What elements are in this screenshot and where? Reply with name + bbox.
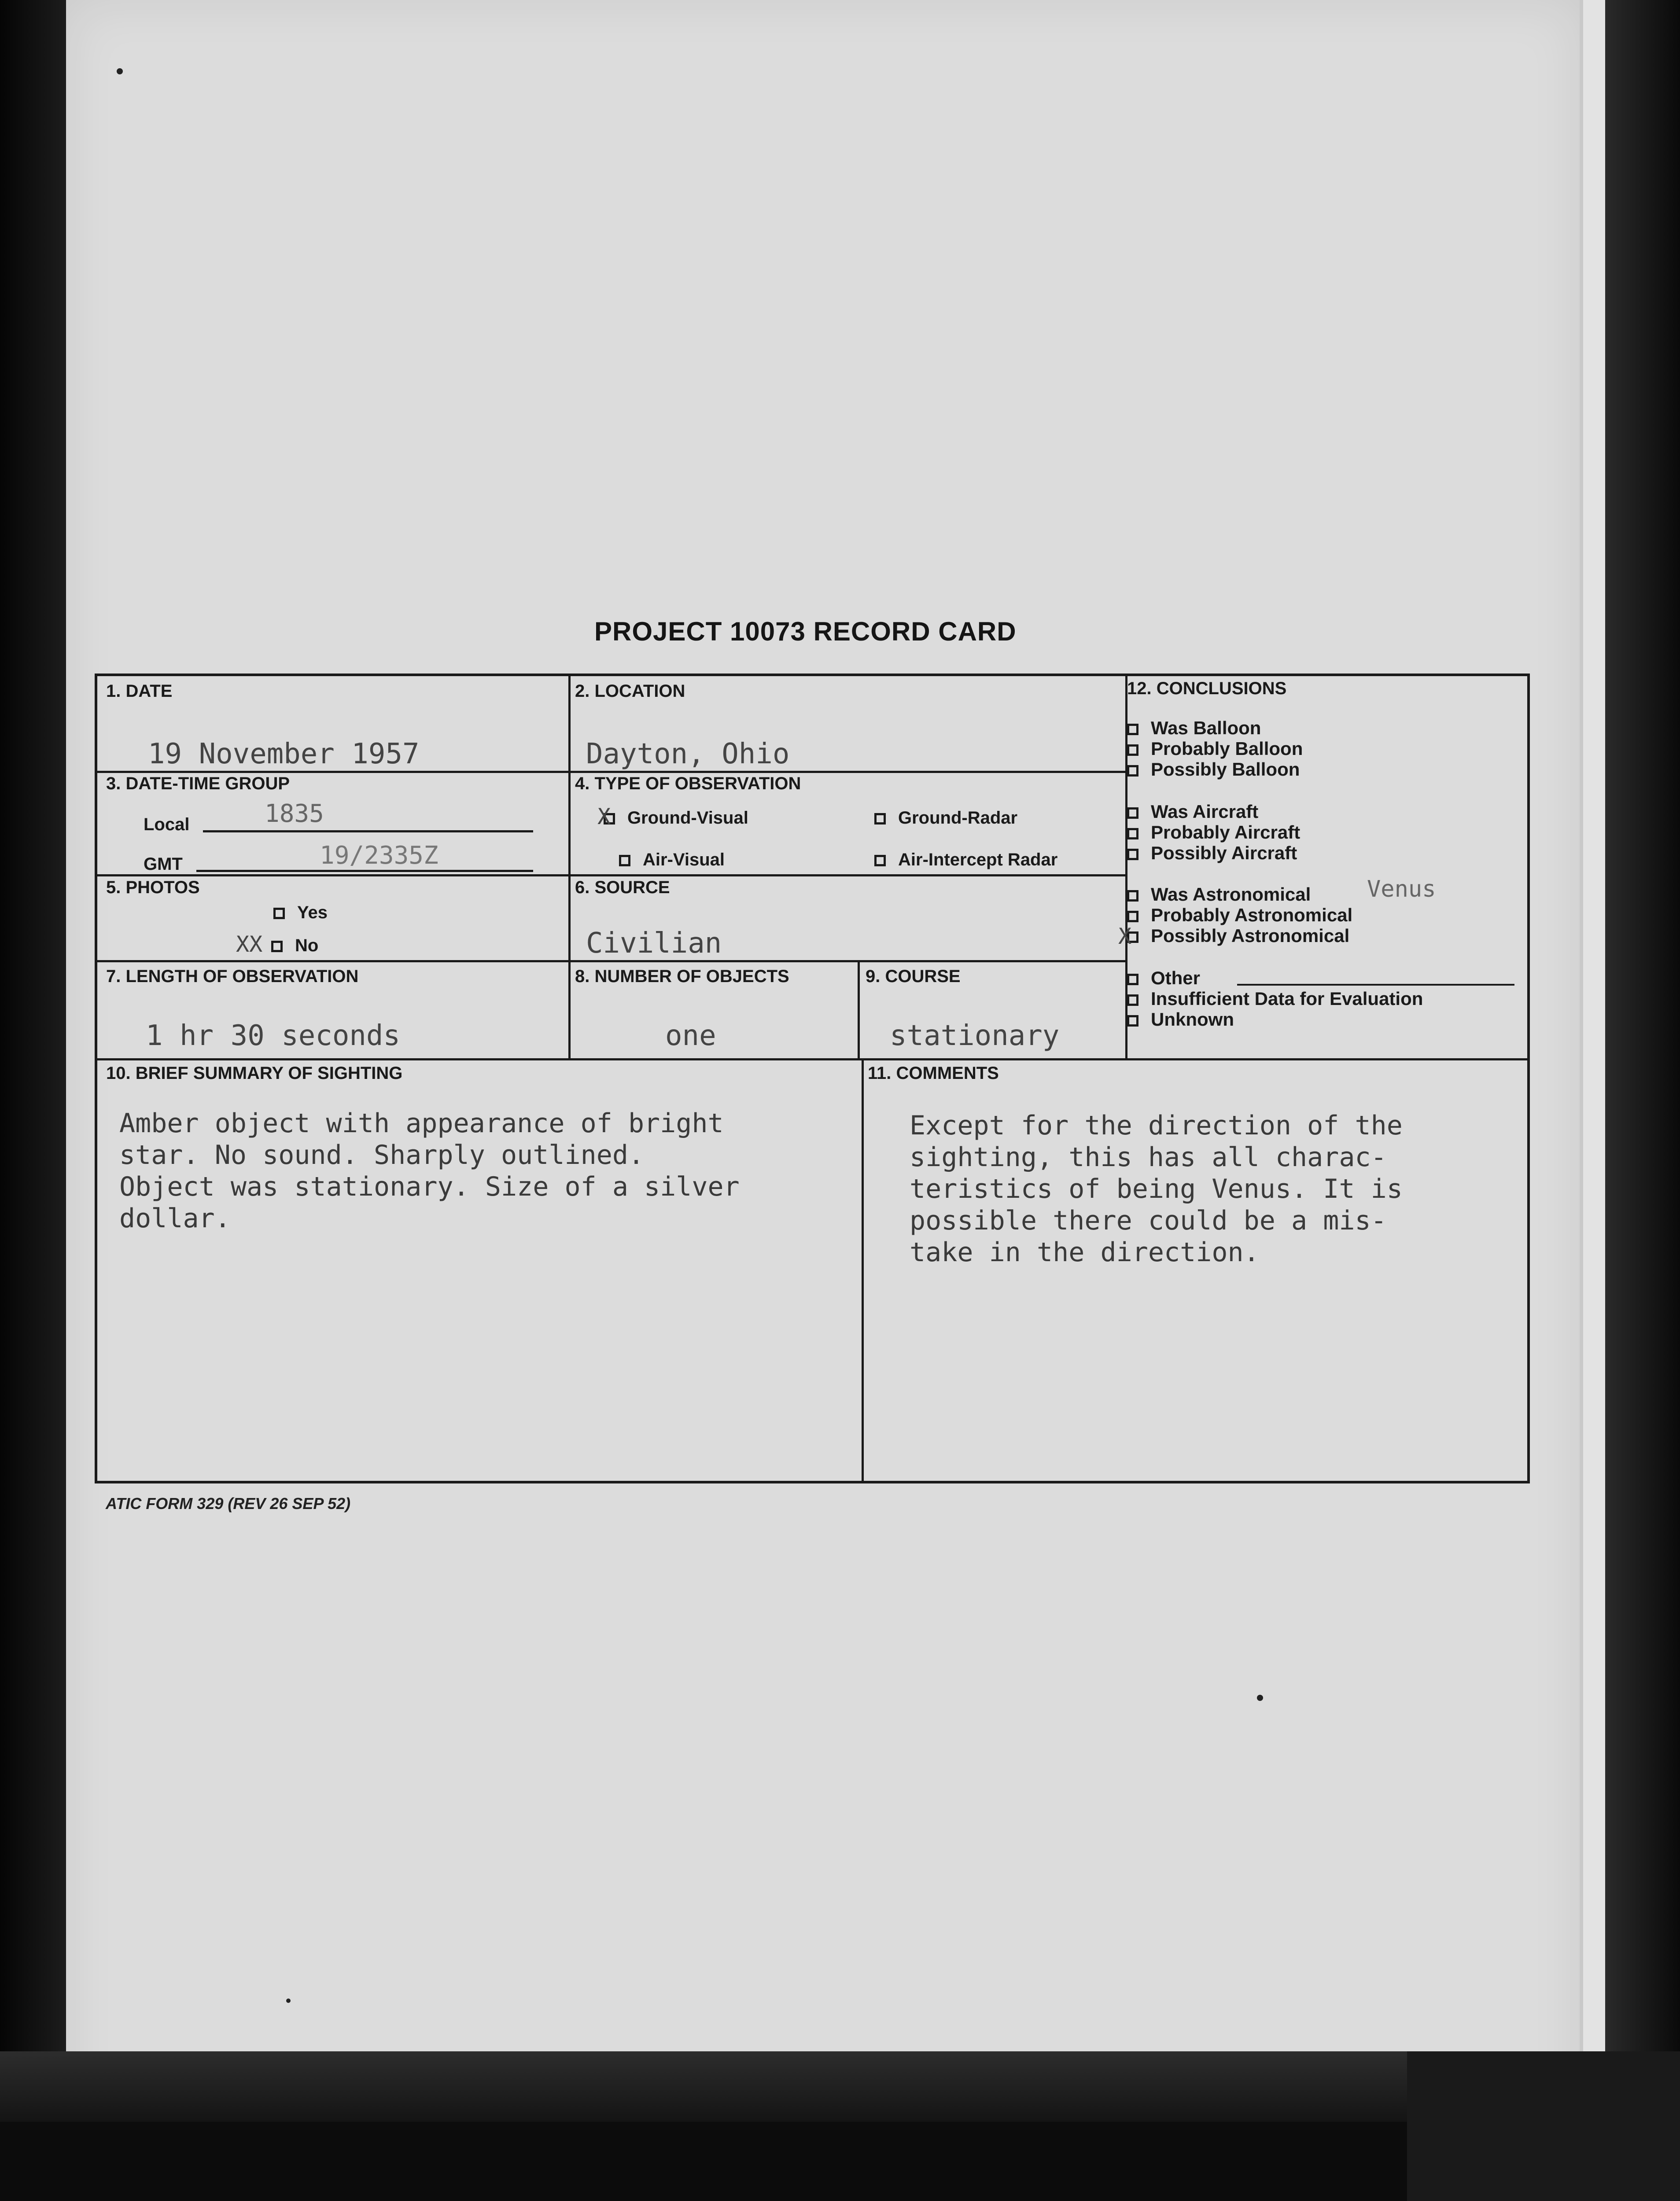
conclusion-item: Other: [1127, 968, 1200, 989]
type-of-observation-label: 4. TYPE OF OBSERVATION: [575, 774, 801, 793]
handwritten-venus: Venus: [1367, 876, 1436, 902]
checkbox-photos-no: [271, 941, 283, 952]
course-label: 9. COURSE: [866, 967, 961, 986]
checkbox: [1127, 828, 1138, 839]
conclusion-item: Possibly Balloon: [1127, 759, 1300, 780]
ground-radar-option: [874, 808, 1017, 828]
comments-line: sighting, this has all charac-: [910, 1142, 1387, 1173]
date-value: 19 November 1957: [148, 738, 420, 770]
air-visual-option: [619, 850, 725, 870]
source-label: 6. SOURCE: [575, 878, 670, 897]
length-of-observation-label: 7. LENGTH OF OBSERVATION: [106, 967, 359, 986]
divider: [97, 874, 1125, 876]
lower-film-area: [0, 2051, 1680, 2201]
photos-no-option: [271, 936, 318, 956]
checkbox: [1127, 890, 1138, 902]
other-underline: [1237, 984, 1514, 986]
checkbox: [1127, 974, 1138, 985]
course-value: stationary: [890, 1020, 1060, 1052]
comments-line: possible there could be a mis-: [910, 1205, 1387, 1236]
divider: [862, 1059, 864, 1482]
local-value: 1835: [265, 799, 324, 828]
local-label: Local: [144, 815, 190, 834]
checked-mark: X: [597, 804, 611, 829]
conclusion-item: Was Astronomical: [1127, 884, 1311, 905]
source-value: Civilian: [586, 927, 722, 960]
date-time-group-label: 3. DATE-TIME GROUP: [106, 774, 290, 793]
local-underline: [203, 830, 533, 832]
checkbox: [1127, 744, 1138, 756]
adjacent-page: [1407, 2051, 1680, 2201]
speck: [117, 68, 123, 74]
summary-line: Amber object with appearance of bright: [119, 1108, 724, 1139]
gmt-underline: [196, 870, 533, 872]
photos-label: 5. PHOTOS: [106, 878, 200, 897]
air-intercept-radar-label: Air-Intercept Radar: [898, 850, 1058, 869]
divider: [97, 771, 1125, 773]
card-title: PROJECT 10073 RECORD CARD: [594, 617, 1017, 646]
speck: [286, 1999, 291, 2003]
comments-label: 11. COMMENTS: [868, 1064, 999, 1083]
conclusion-item: Was Balloon: [1127, 718, 1261, 739]
photos-yes-label: Yes: [297, 903, 328, 922]
divider: [97, 960, 1125, 962]
film-border-right: [1605, 0, 1680, 2201]
number-of-objects-label: 8. NUMBER OF OBJECTS: [575, 967, 789, 986]
divider: [568, 676, 571, 1059]
comments-text: [910, 1110, 1403, 1268]
comments-line: teristics of being Venus. It is: [910, 1174, 1403, 1204]
location-value: Dayton, Ohio: [586, 738, 790, 770]
number-of-objects-value: one: [665, 1020, 716, 1052]
divider: [858, 961, 860, 1059]
air-intercept-radar-option: [874, 850, 1057, 870]
ground-visual-label: Ground-Visual: [627, 808, 748, 828]
summary-line: Object was stationary. Size of a silver: [119, 1171, 740, 1202]
conclusions-label: 12. CONCLUSIONS: [1127, 679, 1287, 698]
date-label: 1. DATE: [106, 681, 173, 701]
conclusion-item: Unknown: [1127, 1009, 1234, 1030]
checkbox: [1127, 807, 1138, 819]
checkbox: [1127, 724, 1138, 735]
photos-no-label: No: [295, 936, 319, 955]
checkbox: [1127, 911, 1138, 922]
conclusion-item: Probably Astronomical: [1127, 905, 1352, 926]
checkbox-ground-radar: [874, 813, 886, 824]
checkbox-air-intercept-radar: [874, 855, 886, 866]
film-border-left: [0, 0, 66, 2201]
checkbox-air-visual: [619, 855, 630, 866]
conclusion-item: Probably Aircraft: [1127, 822, 1300, 843]
divider: [97, 1058, 1528, 1060]
checked-mark: X: [1118, 924, 1132, 949]
summary-line: dollar.: [119, 1203, 231, 1234]
conclusion-item: Probably Balloon: [1127, 738, 1303, 759]
photos-yes-option: [273, 903, 328, 923]
checkbox-photos-yes: [273, 908, 285, 919]
checked-mark: XX: [236, 931, 263, 957]
summary-text: [119, 1108, 740, 1234]
checkbox: [1127, 849, 1138, 860]
summary-label: 10. BRIEF SUMMARY OF SIGHTING: [106, 1064, 403, 1083]
speck: [1257, 1695, 1263, 1701]
conclusion-item: Possibly Astronomical: [1127, 925, 1349, 946]
form-id: ATIC FORM 329 (REV 26 SEP 52): [106, 1494, 351, 1513]
conclusion-item: Possibly Aircraft: [1127, 843, 1297, 864]
conclusion-item: Insufficient Data for Evaluation: [1127, 988, 1423, 1009]
ground-radar-label: Ground-Radar: [898, 808, 1018, 828]
length-of-observation-value: 1 hr 30 seconds: [146, 1020, 400, 1052]
checkbox: [1127, 994, 1138, 1006]
checkbox: [1127, 1015, 1138, 1027]
checkbox: [1127, 765, 1138, 777]
conclusion-item: Was Aircraft: [1127, 801, 1258, 822]
ground-visual-option: [604, 808, 748, 828]
gmt-label: GMT: [144, 854, 183, 874]
gmt-value: 19/2335Z: [320, 841, 438, 870]
comments-line: Except for the direction of the: [910, 1110, 1403, 1141]
air-visual-label: Air-Visual: [643, 850, 725, 869]
comments-line: take in the direction.: [910, 1237, 1260, 1268]
location-label: 2. LOCATION: [575, 681, 685, 701]
summary-line: star. No sound. Sharply outlined.: [119, 1140, 645, 1170]
record-card: [95, 674, 1530, 1483]
